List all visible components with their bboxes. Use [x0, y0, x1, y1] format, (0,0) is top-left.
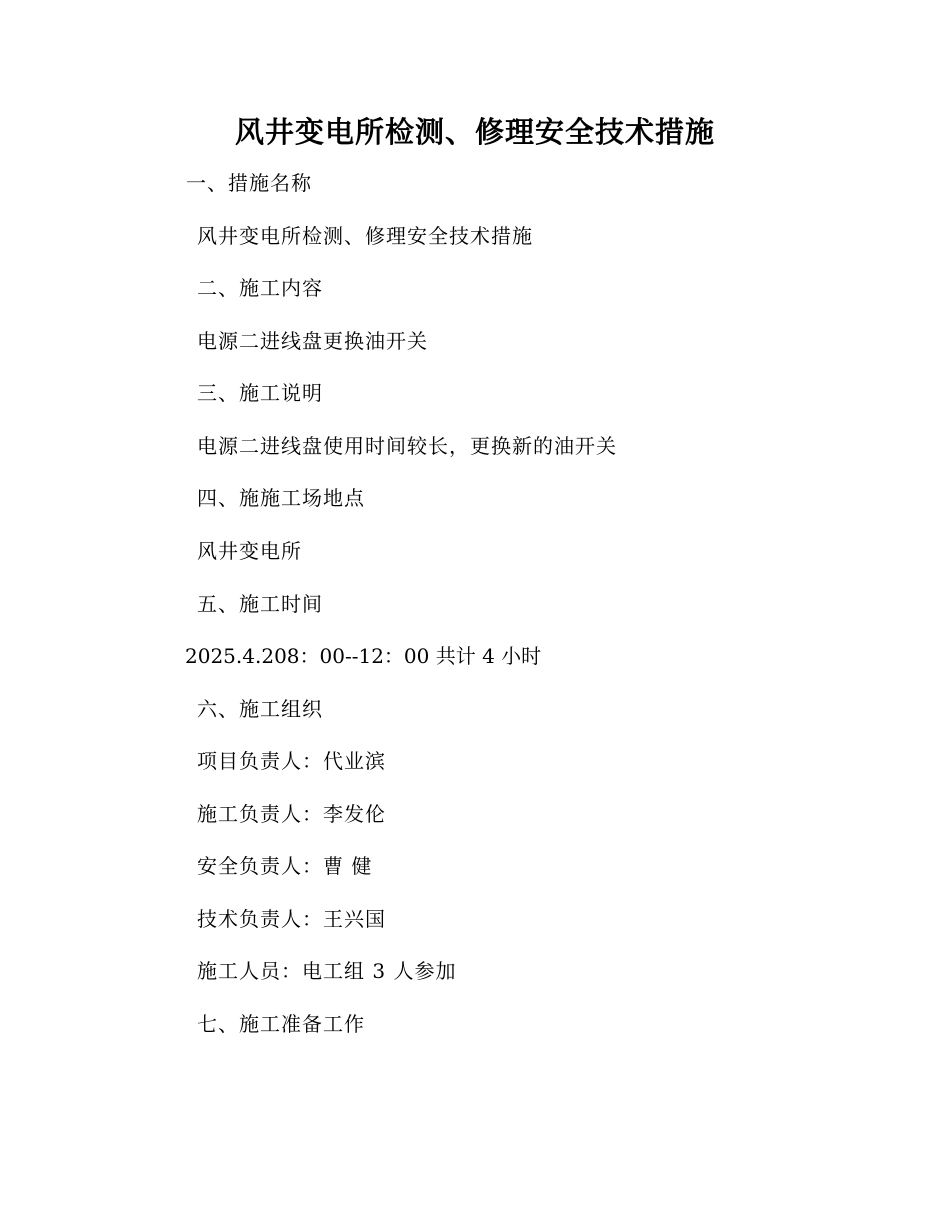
- paragraph-technical-leader: 技术负责人：王兴国: [197, 907, 386, 931]
- paragraph-project-leader: 项目负责人：代业滨: [197, 749, 386, 773]
- paragraph-construction-content: 电源二进线盘更换油开关: [197, 329, 428, 353]
- document-title: 风井变电所检测、修理安全技术措施: [234, 115, 715, 149]
- section-heading-3: 三、施工说明: [197, 381, 323, 405]
- paragraph-measure-name: 风井变电所检测、修理安全技术措施: [197, 224, 533, 248]
- section-heading-7: 七、施工准备工作: [197, 1012, 365, 1036]
- section-heading-2: 二、施工内容: [197, 276, 323, 300]
- paragraph-safety-leader: 安全负责人：曹 健: [197, 854, 373, 878]
- section-heading-4: 四、施施工场地点: [197, 486, 365, 510]
- paragraph-site-location: 风井变电所: [197, 539, 302, 563]
- paragraph-construction-leader: 施工负责人：李发伦: [197, 802, 386, 826]
- paragraph-construction-description: 电源二进线盘使用时间较长，更换新的油开关: [197, 434, 617, 458]
- paragraph-construction-personnel: 施工人员：电工组 3 人参加: [197, 959, 457, 983]
- section-heading-6: 六、施工组织: [197, 697, 323, 721]
- section-heading-5: 五、施工时间: [197, 592, 323, 616]
- section-heading-1: 一、措施名称: [186, 171, 312, 195]
- paragraph-construction-time: 2025.4.208：00--12：00 共计 4 小时: [185, 644, 542, 668]
